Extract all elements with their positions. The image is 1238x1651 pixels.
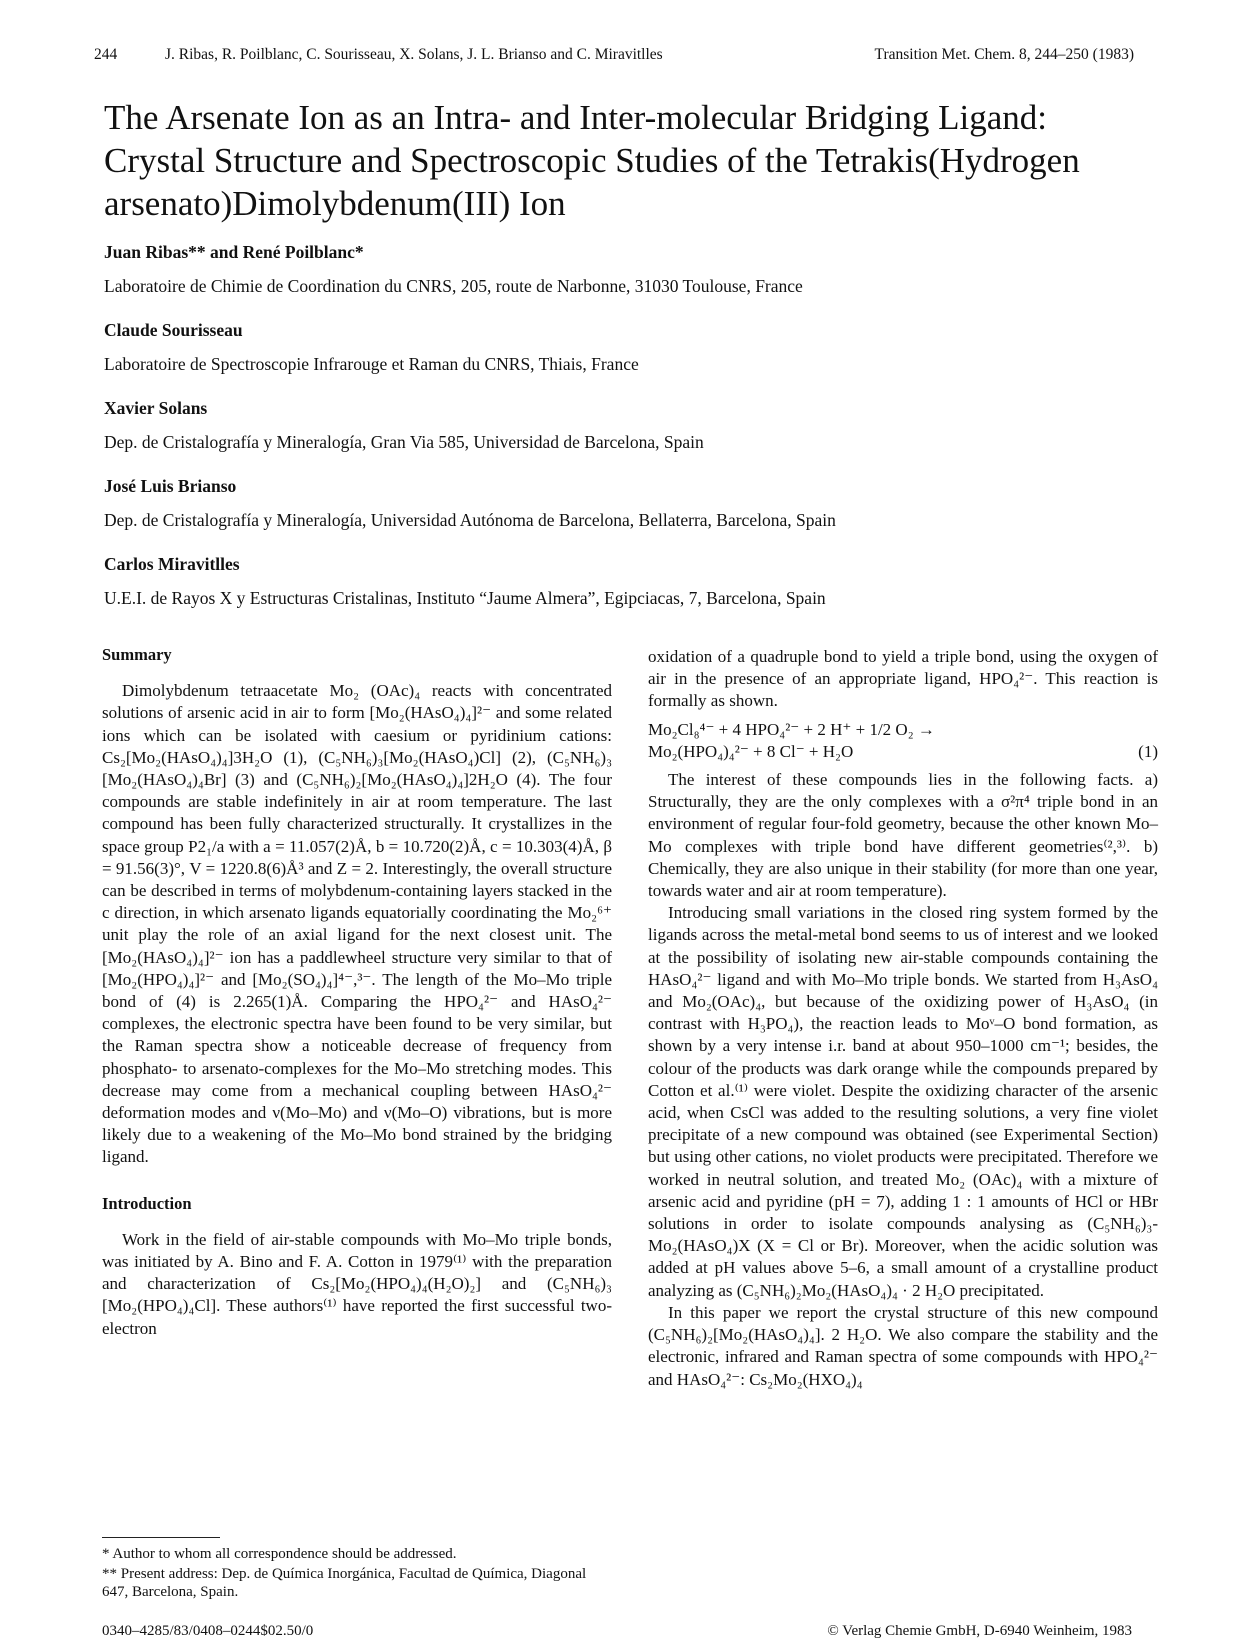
footnote: * Author to whom all correspondence should be addressed. [102, 1546, 457, 1562]
intro-paragraph: Work in the field of air-stable compounds with Mo–Mo triple bonds, was initiated by A. Bino and F. A. Cotton in 1979⁽¹⁾ with the preparation and characterization of Cs₂[Mo₂(HPO₄)₄(H₂O)₂] and (C₅NH₆)₃ [Mo₂(HPO₄)₄Cl]. These authors⁽¹⁾ have reported the first successful two-electron [102, 1229, 612, 1338]
author-name: Xavier Solans [104, 398, 208, 418]
intro-paragraph: In this paper we report the crystal structure of this new compound (C₅NH₆)₂[Mo₂(HAsO₄)₄]. 2 H₂O. We also compare the stability and the electronic, infrared and Raman spectra of some compounds with HPO₄²⁻ and HAsO₄²⁻: Cs₂Mo₂(HXO₄)₄ [648, 1302, 1158, 1389]
right-column [648, 646, 1158, 1391]
author-name: Carlos Miravitlles [104, 554, 240, 574]
article-title: The Arsenate Ion as an Intra- and Inter-molecular Bridging Ligand: Crystal Structure and Spectroscopic Studies of the Tetrakis(Hydrogen arsenato)Dimolybdenum(III) Ion [104, 98, 1080, 223]
author-affiliation: Laboratoire de Chimie de Coordination du CNRS, 205, route de Narbonne, 31030 Toulouse, France [104, 276, 803, 296]
equation-line: Mo₂(HPO₄)₄²⁻ + 8 Cl⁻ + H₂O [648, 741, 854, 761]
author-name: Claude Sourisseau [104, 320, 243, 340]
author-affiliation: Dep. de Cristalografía y Mineralogía, Universidad Autónoma de Barcelona, Bellaterra, Barcelona, Spain [104, 510, 836, 530]
page-number: 244 [94, 46, 118, 63]
equation-number: (1) [1138, 741, 1158, 761]
intro-paragraph-continued: oxidation of a quadruple bond to yield a triple bond, using the oxygen of air in the presence of an appropriate ligand, HPO₄²⁻. This reaction is formally as shown. [648, 647, 1158, 711]
author-affiliation: Dep. de Cristalografía y Mineralogía, Gran Via 585, Universidad de Barcelona, Spain [104, 432, 704, 452]
copyright-notice: © Verlag Chemie GmbH, D-6940 Weinheim, 1983 [827, 1623, 1132, 1639]
author-affiliation: U.E.I. de Rayos X y Estructuras Cristalinas, Instituto “Jaume Almera”, Egipciacas, 7, Barcelona, Spain [104, 588, 826, 608]
author-affiliation: Laboratoire de Spectroscopie Infrarouge et Raman du CNRS, Thiais, France [104, 354, 639, 374]
equation-line: Mo₂Cl₈⁴⁻ + 4 HPO₄²⁻ + 2 H⁺ + 1/2 O₂ → [648, 719, 935, 739]
article-code: 0340–4285/83/0408–0244$02.50/0 [102, 1623, 314, 1639]
running-authors: J. Ribas, R. Poilblanc, C. Sourisseau, X. Solans, J. L. Brianso and C. Miravitlles [165, 46, 663, 63]
introduction-heading: Introduction [102, 1193, 192, 1213]
footnote-rule [102, 1537, 220, 1538]
summary-text: Dimolybdenum tetraacetate Mo₂ (OAc)₄ reacts with concentrated solutions of arsenic acid in air to form [Mo₂(HAsO₄)₄]²⁻ and some related ions which can be isolated with caesium or pyridinium cations: Cs₂[Mo₂(HAsO₄)₄]3H₂O (1), (C₅NH₆)₃[Mo₂(HAsO₄)Cl] (2), (C₅NH₆)₃ [Mo₂(HAsO₄)₄Br] (3) and (C₅NH₆)₂[Mo₂(HAsO₄)₄]2H₂O (4). The four compounds are stable indefinitely in air at room temperature. The last compound has been fully characterized structurally. It crystallizes in the space group P2₁/a with a = 11.057(2)Å, b = 10.720(2)Å, c = 10.303(4)Å, β = 91.56(3)°, V = 1220.8(6)Å³ and Z = 2. Interestingly, the overall structure can be described in terms of molybdenum-containing layers stacked in the c direction, in which arsenato ligands equatorially coordinating the Mo₂⁶⁺ unit play the role of an axial ligand for the next closest unit. The [Mo₂(HAsO₄)₄]²⁻ ion has a paddlewheel structure very similar to that of [Mo₂(HPO₄)₄]²⁻ and [Mo₂(SO₄)₄]⁴⁻,³⁻. The length of the Mo–Mo triple bond of (4) is 2.265(1)Å. Comparing the HPO₄²⁻ and HAsO₄²⁻ complexes, the electronic spectra have been found to be very similar, but the Raman spectra show a noticeable decrease of frequency from phosphato- to arsenato-complexes for the Mo–Mo stretching modes. This decrease may come from a mechanical coupling between HAsO₄²⁻ deformation modes and ν(Mo–Mo) and ν(Mo–O) vibrations, but is more likely due to a weakening of the Mo–Mo bond strained by the bridging ligand. [102, 681, 612, 1167]
author-name: Juan Ribas** and René Poilblanc* [104, 242, 364, 262]
left-column [102, 644, 612, 1340]
footnote: ** Present address: Dep. de Química Inorgánica, Facultad de Química, Diagonal 647, Barcelona, Spain. [102, 1566, 587, 1600]
summary-heading: Summary [102, 645, 172, 664]
equation-1 [648, 719, 1158, 763]
intro-paragraph: Introducing small variations in the closed ring system formed by the ligands across the metal-metal bond seems to us of interest and we looked at the possibility of isolating new air-stable compounds containing the HAsO₄²⁻ ligand and with Mo–Mo triple bonds. We started from H₃AsO₄ and Mo₂(OAc)₄, but because of the oxidizing power of H₃AsO₄ (in contrast with H₃PO₄), the reaction leads to Moᵛ–O bond formation, as shown by a very intense i.r. band at about 950–1000 cm⁻¹; besides, the colour of the products was dark orange while the compounds prepared by Cotton et al.⁽¹⁾ were violet. Despite the oxidizing character of the arsenic acid, when CsCl was added to the resulting solutions, a very fine violet precipitate of a new compound was obtained (see Experimental Section) but using other cations, no violet products were precipitated. Therefore we worked in neutral solution, and treated Mo₂ (OAc)₄ with a mixture of arsenic acid and pyridine (pH = 7), adding 1 : 1 amounts of HCl or HBr solutions in order to isolate compounds analysing as (C₅NH₆)₃-Mo₂(HAsO₄)X (X = Cl or Br). Moreover, when the acidic solution was added at pH values above 5–6, a small amount of a crystalline product analyzing as (C₅NH₆)₂Mo₂(HAsO₄)₄ · 2 H₂O precipitated. [648, 903, 1158, 1300]
intro-paragraph: The interest of these compounds lies in the following facts. a) Structurally, they are the only complexes with a σ²π⁴ triple bond in an environment of regular four-fold geometry, because the other known Mo–Mo complexes with triple bond have different geometries⁽²,³⁾. b) Chemically, they are also unique in their stability (for more than one year, towards water and air at room temperature). [648, 770, 1158, 901]
journal-citation: Transition Met. Chem. 8, 244–250 (1983) [874, 46, 1134, 63]
author-name: José Luis Brianso [104, 476, 237, 496]
